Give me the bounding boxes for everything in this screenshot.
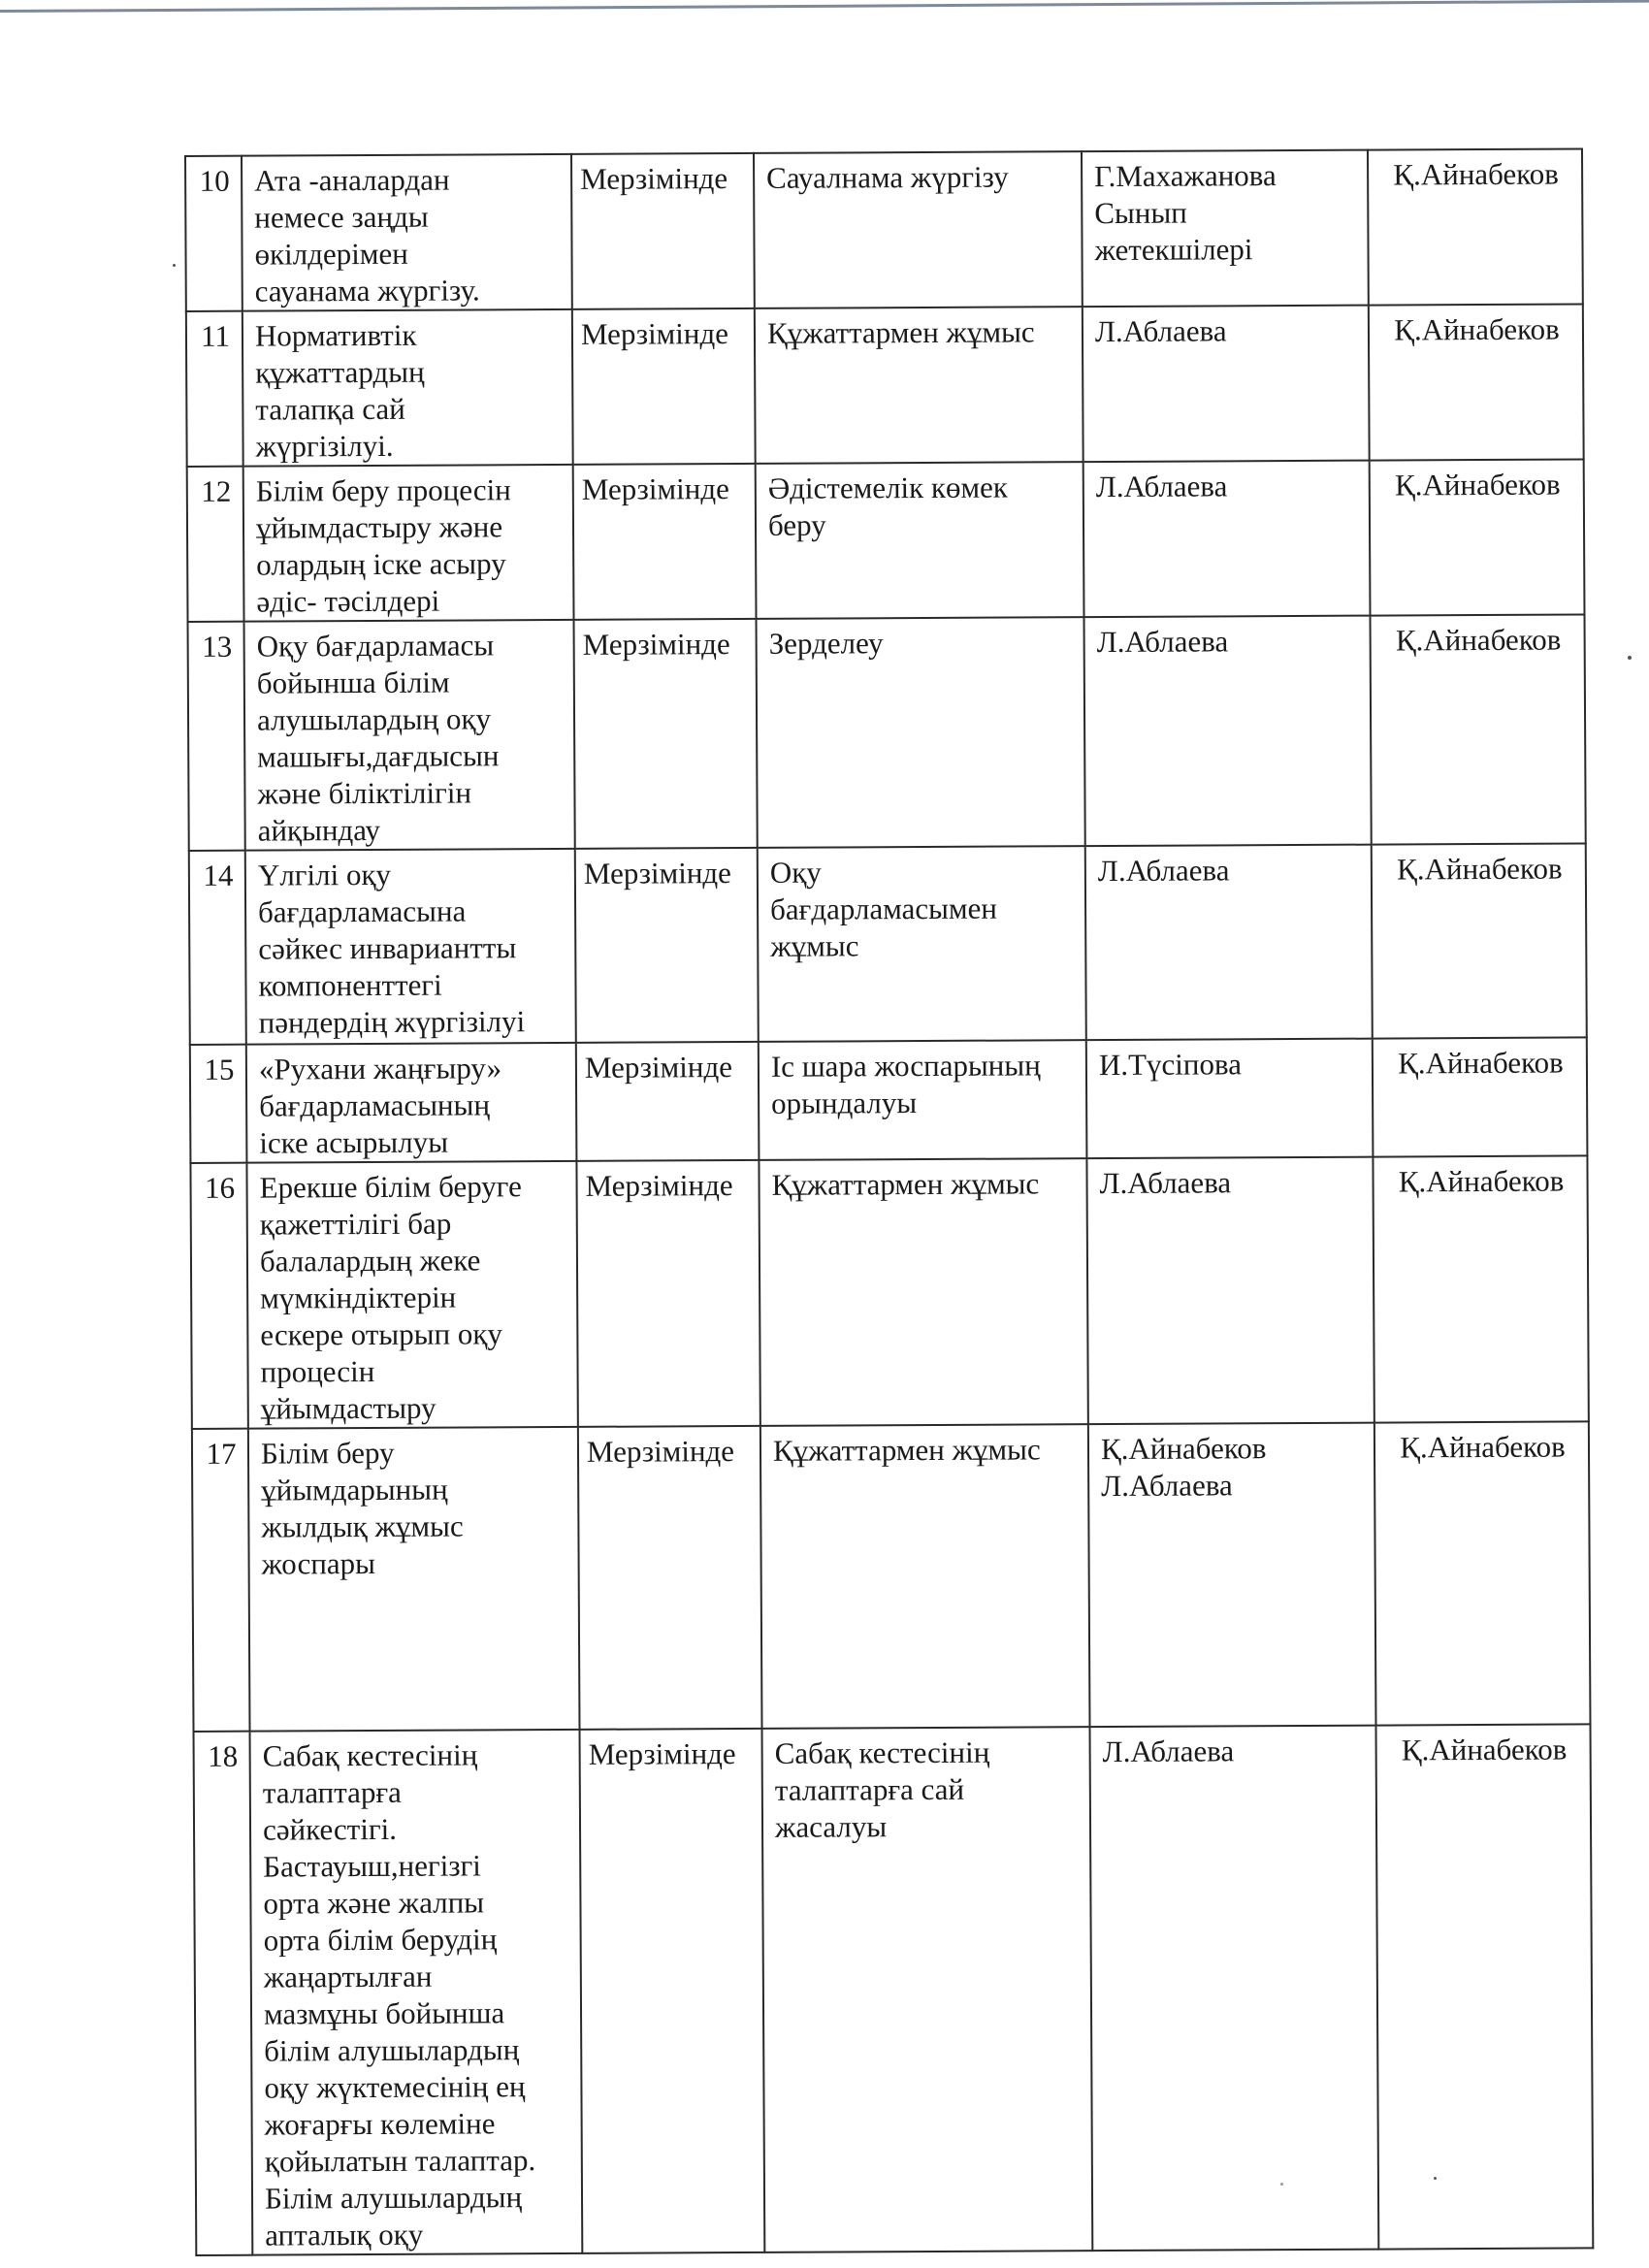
form-line: бағдарламасымен: [769, 891, 997, 926]
row-number: 10: [185, 156, 242, 311]
topic-line: Бастауыш,негізгі: [263, 1848, 481, 1884]
topic-line: бойынша білім: [256, 664, 450, 700]
executor-line: Л.Аблаева: [1099, 1165, 1232, 1201]
approver-cell: Қ.Айнабеков: [1369, 304, 1584, 460]
topic-line: іске асырылуы: [259, 1124, 449, 1160]
topic-line: жоғарғы көлеміне: [264, 2106, 496, 2142]
topic-line: ұйымдарының: [261, 1472, 448, 1507]
executor-line: Л.Аблаева: [1094, 313, 1227, 349]
topic-cell: [245, 849, 576, 1045]
executor-cell: [1085, 845, 1373, 1041]
term-cell: Мерзімінде: [571, 153, 755, 309]
table-row: [190, 1155, 1588, 1429]
row-number: 15: [190, 1045, 247, 1163]
topic-line: Сабақ кестесінің: [262, 1737, 478, 1773]
topic-line: алушылардың оқу: [256, 701, 492, 737]
executor-line: Л.Аблаева: [1095, 469, 1228, 504]
topic-line: Оқу бағдарламасы: [256, 628, 495, 664]
term-cell: Мерзімінде: [576, 1160, 760, 1427]
topic-line: қойылатын талаптар.: [264, 2143, 536, 2179]
form-line: Әдістемелік көмек: [767, 470, 1009, 505]
row-number: 12: [187, 467, 244, 622]
topic-line: мазмұны бойынша: [263, 1995, 505, 2031]
topic-line: сәйкестігі.: [262, 1811, 398, 1847]
topic-line: Білім алушылардың: [264, 2180, 523, 2216]
executor-line: Қ.Айнабеков: [1100, 1431, 1267, 1467]
executor-cell: [1088, 1423, 1376, 1728]
topic-line: балалардың жеке: [259, 1243, 481, 1279]
term-cell: Мерзімінде: [578, 1426, 762, 1730]
approver-cell: Қ.Айнабеков: [1371, 614, 1586, 844]
term-cell: Мерзімінде: [575, 848, 759, 1043]
form-line: Оқу: [769, 855, 822, 890]
approver-cell: Қ.Айнабеков: [1374, 1421, 1591, 1725]
approver-cell: Қ.Айнабеков: [1373, 1155, 1588, 1422]
topic-line: сауанама жүргізу.: [254, 273, 480, 308]
form-cell: [756, 462, 1084, 619]
form-line: жасалуы: [774, 1809, 888, 1844]
topic-line: сәйкес инвариантты: [258, 930, 517, 966]
topic-line: Білім беру процесін: [255, 472, 511, 508]
topic-cell: [248, 1427, 580, 1732]
table-row: [190, 1037, 1588, 1163]
topic-line: жылдық жұмыс: [261, 1508, 464, 1544]
topic-line: білім алушылардың: [264, 2032, 520, 2068]
topic-cell: [242, 154, 572, 311]
executor-cell: [1086, 1039, 1374, 1159]
executor-line: Л.Аблаева: [1101, 1468, 1233, 1504]
row-number: 13: [188, 622, 245, 851]
approver-cell: Қ.Айнабеков: [1373, 1037, 1588, 1156]
executor-line: Г.Махажанова: [1094, 158, 1277, 194]
scan-speck: [1434, 2177, 1437, 2180]
row-number: 18: [194, 1732, 253, 2255]
topic-cell: [244, 620, 575, 851]
executor-cell: [1083, 461, 1371, 618]
form-cell: [755, 307, 1083, 464]
approver-cell: Қ.Айнабеков: [1368, 148, 1583, 305]
form-cell: [762, 1727, 1093, 2252]
topic-line: айқындау: [257, 812, 381, 848]
topic-line: талапқа сай: [255, 391, 405, 427]
topic-line: жаңартылған: [263, 1959, 433, 1994]
topic-line: жүргізілуі.: [255, 428, 394, 464]
executor-cell: [1083, 306, 1370, 463]
term-cell: Мерзімінде: [576, 1042, 760, 1161]
form-line: орындалуы: [771, 1085, 918, 1120]
form-line: Құжаттармен жұмыс: [766, 314, 1035, 350]
table-row: [192, 1421, 1591, 1732]
scan-speck: [1280, 2183, 1283, 2186]
executor-line: Л.Аблаева: [1097, 853, 1230, 889]
form-line: Іс шара жоспарының: [770, 1048, 1041, 1084]
work-plan-table: [184, 147, 1594, 2256]
form-line: Құжаттармен жұмыс: [771, 1166, 1040, 1202]
scan-speck: [173, 264, 176, 267]
topic-line: ескере отырып оқу: [260, 1316, 503, 1352]
topic-line: қажеттілігі бар: [259, 1206, 452, 1242]
executor-line: Л.Аблаева: [1102, 1733, 1235, 1769]
topic-line: бағдарламасына: [257, 893, 467, 929]
term-cell: Мерзімінде: [574, 619, 758, 849]
executor-line: Сынып: [1094, 195, 1187, 231]
table-body: [185, 148, 1593, 2255]
topic-line: өкілдерімен: [254, 236, 408, 272]
topic-line: ұйымдастыру: [260, 1390, 436, 1426]
form-line: Зерделеу: [768, 626, 884, 661]
table-row: [194, 1724, 1594, 2255]
topic-line: ұйымдастыру және: [255, 509, 503, 545]
form-line: Құжаттармен жұмыс: [772, 1432, 1041, 1468]
topic-line: Білім беру: [260, 1435, 395, 1471]
row-number: 16: [190, 1163, 247, 1429]
topic-line: бағдарламасының: [259, 1087, 491, 1123]
form-line: талаптарға сай: [774, 1771, 965, 1807]
table-row: [188, 614, 1586, 851]
topic-line: пәндердің жүргізілуі: [258, 1004, 526, 1040]
form-cell: [759, 1040, 1087, 1160]
term-cell: Мерзімінде: [573, 464, 757, 620]
topic-line: оқу жүктемесінің ең: [264, 2069, 526, 2105]
table-row: [187, 459, 1585, 622]
topic-cell: [243, 465, 574, 622]
row-number: 17: [192, 1429, 250, 1732]
topic-line: компоненттегі: [258, 967, 442, 1003]
form-cell: [760, 1424, 1090, 1729]
topic-cell: [246, 1043, 577, 1163]
scan-speck: [1628, 656, 1632, 660]
topic-line: мүмкіндіктерін: [260, 1280, 457, 1315]
topic-line: апталық оқу: [265, 2217, 424, 2252]
row-number: 14: [189, 851, 246, 1045]
form-line: Сабақ кестесінің: [774, 1734, 990, 1770]
topic-line: және біліктілігін: [257, 775, 472, 811]
form-line: жұмыс: [770, 928, 859, 963]
topic-line: немесе заңды: [254, 199, 429, 235]
row-number: 11: [186, 311, 243, 467]
topic-line: орта білім берудің: [263, 1922, 498, 1958]
term-cell: Мерзімінде: [572, 308, 756, 465]
topic-line: Ата -аналардан: [254, 162, 450, 198]
topic-line: әдіс- тәсілдері: [256, 583, 440, 619]
topic-cell: [250, 1730, 583, 2255]
form-cell: [757, 617, 1085, 848]
form-cell: [754, 151, 1083, 308]
topic-cell: [242, 309, 573, 467]
term-cell: Мерзімінде: [580, 1729, 765, 2253]
table-row: [185, 148, 1583, 311]
document-page: [184, 147, 1592, 2256]
topic-cell: [246, 1161, 577, 1429]
topic-line: Үлгілі оқу: [257, 857, 392, 892]
table-row: [189, 843, 1587, 1045]
approver-cell: Қ.Айнабеков: [1372, 843, 1587, 1038]
executor-cell: [1084, 616, 1372, 847]
topic-line: процесін: [260, 1353, 375, 1389]
executor-cell: [1089, 1726, 1378, 2252]
approver-cell: Қ.Айнабеков: [1375, 1724, 1593, 2249]
executor-line: И.Түсіпова: [1098, 1047, 1243, 1083]
executor-line: Л.Аблаева: [1096, 624, 1229, 660]
topic-line: жоспары: [261, 1545, 376, 1581]
table-row: [186, 304, 1584, 467]
topic-line: талаптарға: [262, 1774, 402, 1810]
form-cell: [759, 1158, 1087, 1426]
scan-edge-line: [0, 0, 1649, 13]
executor-cell: [1082, 150, 1369, 308]
topic-line: Ерекше білім беруге: [259, 1169, 522, 1205]
topic-line: машығы,дағдысын: [257, 738, 500, 774]
topic-line: олардың іске асыру: [256, 546, 506, 582]
approver-cell: Қ.Айнабеков: [1370, 459, 1585, 615]
executor-line: жетекшілері: [1094, 232, 1253, 268]
form-line: Сауалнама жүргізу: [766, 159, 1009, 195]
topic-line: құжаттардың: [255, 354, 425, 390]
executor-cell: [1086, 1157, 1374, 1425]
topic-line: Нормативтік: [254, 317, 417, 353]
topic-line: орта және жалпы: [263, 1885, 485, 1921]
form-cell: [758, 846, 1086, 1042]
topic-line: «Рухани жаңғыру»: [258, 1051, 502, 1086]
form-line: беру: [767, 507, 826, 542]
